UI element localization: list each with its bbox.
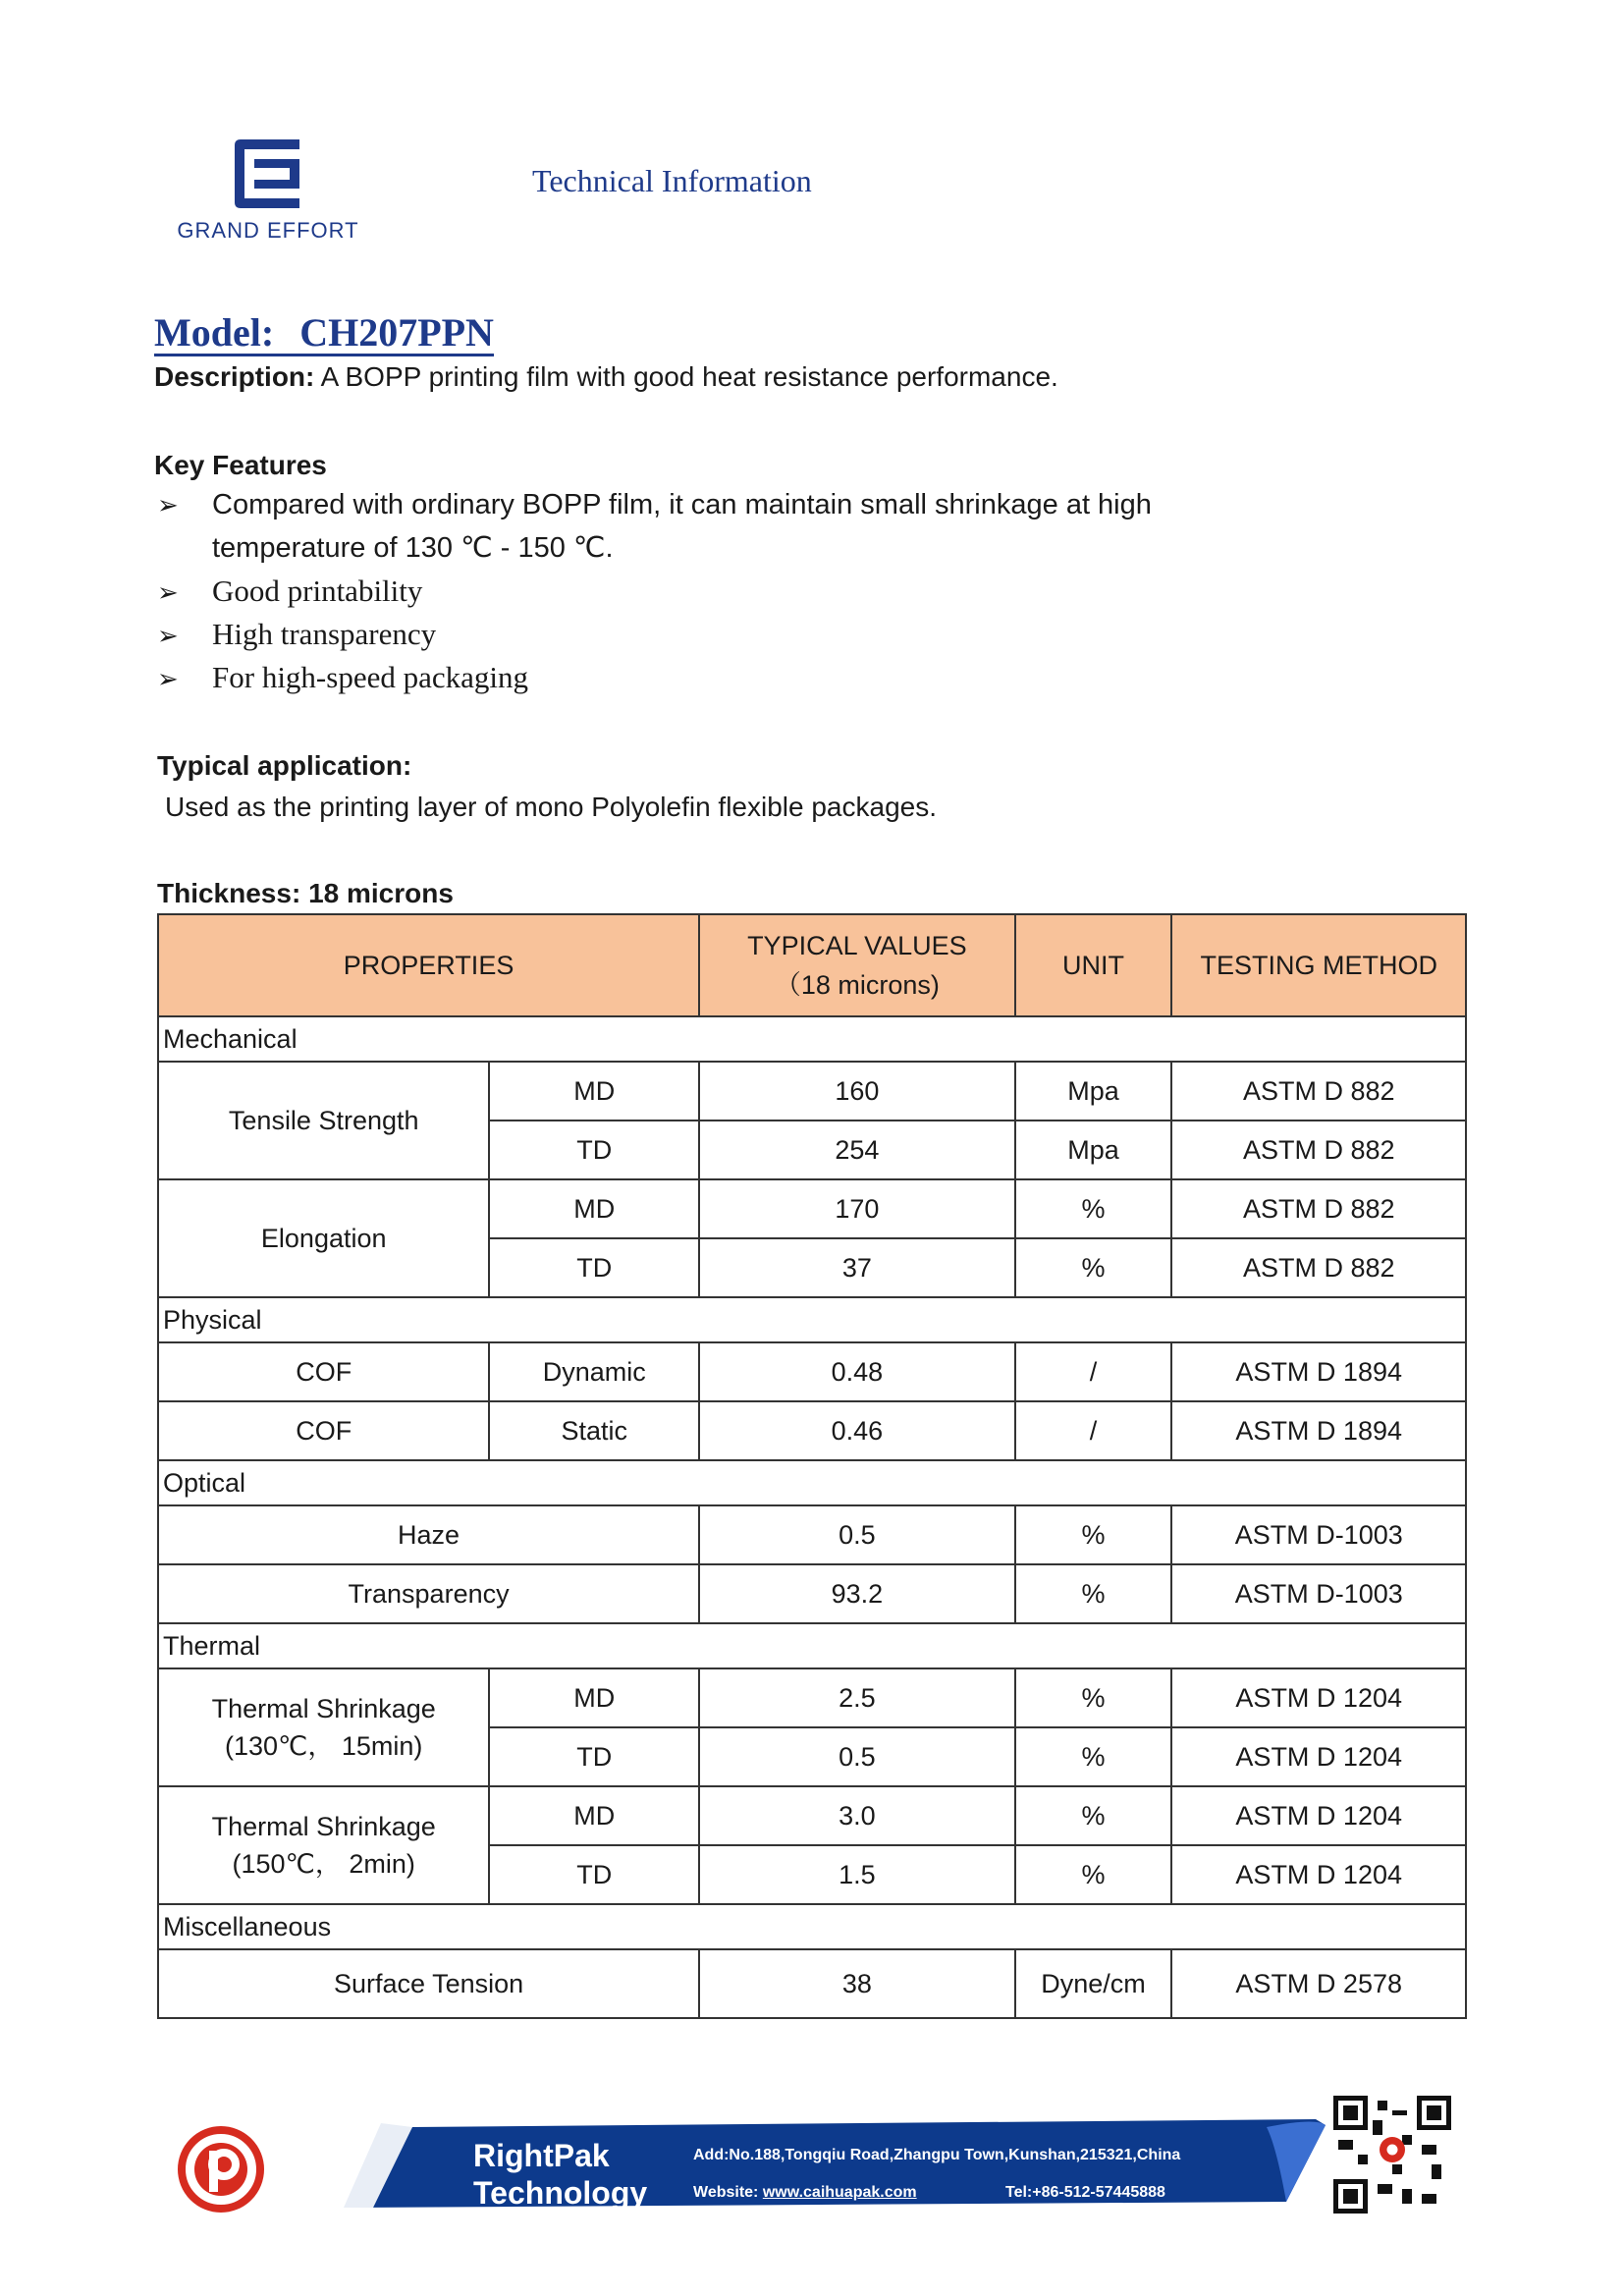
property-name-line1: Thermal Shrinkage xyxy=(211,1694,436,1723)
model-code: CH207PPN xyxy=(299,310,494,355)
property-name-line2: (150℃， 2min) xyxy=(232,1849,415,1879)
property-name: Elongation xyxy=(158,1179,489,1297)
table-row xyxy=(158,1179,1466,1238)
section-mechanical: Mechanical xyxy=(158,1016,1466,1062)
direction: MD xyxy=(489,1179,699,1238)
property-name: Tensile Strength xyxy=(158,1062,489,1179)
footer-website xyxy=(693,2184,917,2202)
unit: % xyxy=(1015,1786,1172,1845)
section-physical: Physical xyxy=(158,1297,1466,1342)
table-row xyxy=(158,1949,1466,2018)
value: 38 xyxy=(699,1949,1014,2018)
direction: MD xyxy=(489,1668,699,1727)
section-thermal: Thermal xyxy=(158,1623,1466,1668)
arrow-bullet-icon: ➢ xyxy=(157,665,179,693)
unit: % xyxy=(1015,1845,1172,1904)
typical-application-title: Typical application: xyxy=(157,750,412,781)
testing-method: ASTM D-1003 xyxy=(1171,1505,1466,1564)
value: 0.5 xyxy=(699,1505,1014,1564)
value: 37 xyxy=(699,1238,1014,1297)
direction: TD xyxy=(489,1238,699,1297)
value: 0.46 xyxy=(699,1401,1014,1460)
unit: % xyxy=(1015,1505,1172,1564)
testing-method: ASTM D 882 xyxy=(1171,1179,1466,1238)
website-link[interactable]: www.caihuapak.com xyxy=(762,2184,917,2201)
unit: % xyxy=(1015,1179,1172,1238)
table-row xyxy=(158,1786,1466,1845)
brand-line1: RightPak xyxy=(473,2138,610,2173)
testing-method: ASTM D 1204 xyxy=(1171,1668,1466,1727)
value: 160 xyxy=(699,1062,1014,1121)
property-name: Transparency xyxy=(158,1564,699,1623)
direction: TD xyxy=(489,1121,699,1179)
value: 0.48 xyxy=(699,1342,1014,1401)
company-name: GRAND EFFORT xyxy=(177,218,359,243)
footer-address: Add:No.188,Tongqiu Road,Zhangpu Town,Kunshan,215321,China xyxy=(693,2147,1181,2163)
section-row xyxy=(158,1016,1466,1062)
company-logo xyxy=(165,136,371,244)
qr-code-icon xyxy=(1333,2096,1451,2214)
thickness xyxy=(157,878,454,909)
table-row xyxy=(158,1668,1466,1727)
property-name-line1: Thermal Shrinkage xyxy=(211,1812,436,1841)
table-header-row xyxy=(158,914,1466,1016)
header-testing-method: TESTING METHOD xyxy=(1171,914,1466,1016)
property-name-line2: (130℃， 15min) xyxy=(225,1731,423,1761)
property-name: Surface Tension xyxy=(158,1949,699,2018)
value: 3.0 xyxy=(699,1786,1014,1845)
website-label: Website: xyxy=(693,2184,763,2201)
cof-type: Static xyxy=(489,1401,699,1460)
section-optical: Optical xyxy=(158,1460,1466,1505)
feature-item xyxy=(157,617,436,652)
footer-brand xyxy=(473,2137,647,2212)
thickness-label: Thickness: xyxy=(157,878,301,908)
unit: / xyxy=(1015,1401,1172,1460)
property-name: Haze xyxy=(158,1505,699,1564)
footer-tel: Tel:+86-512-57445888 xyxy=(1005,2184,1165,2201)
feature-text: High transparency xyxy=(212,617,437,651)
table-row xyxy=(158,1062,1466,1121)
value: 170 xyxy=(699,1179,1014,1238)
direction: MD xyxy=(489,1786,699,1845)
header-typical-values xyxy=(699,914,1014,1016)
feature-text: Compared with ordinary BOPP film, it can maintain small shrinkage at high xyxy=(212,489,1152,520)
feature-continuation: temperature of 130 ℃ - 150 ℃. xyxy=(212,532,614,564)
properties-table xyxy=(157,913,1467,2019)
section-miscellaneous: Miscellaneous xyxy=(158,1904,1466,1949)
testing-method: ASTM D 1894 xyxy=(1171,1342,1466,1401)
property-name xyxy=(158,1786,489,1904)
unit: Dyne/cm xyxy=(1015,1949,1172,2018)
document-type: Technical Information xyxy=(532,163,812,198)
unit: / xyxy=(1015,1342,1172,1401)
header-unit: UNIT xyxy=(1015,914,1172,1016)
value: 2.5 xyxy=(699,1668,1014,1727)
value: 93.2 xyxy=(699,1564,1014,1623)
direction: MD xyxy=(489,1062,699,1121)
testing-method: ASTM D 2578 xyxy=(1171,1949,1466,2018)
testing-method: ASTM D 882 xyxy=(1171,1238,1466,1297)
feature-item xyxy=(157,574,422,609)
testing-method: ASTM D 882 xyxy=(1171,1121,1466,1179)
description xyxy=(154,361,1058,393)
arrow-bullet-icon: ➢ xyxy=(157,578,179,607)
section-row xyxy=(158,1297,1466,1342)
property-name: COF xyxy=(158,1401,489,1460)
value: 0.5 xyxy=(699,1727,1014,1786)
thickness-value: 18 microns xyxy=(308,878,454,908)
testing-method: ASTM D 1204 xyxy=(1171,1727,1466,1786)
feature-text: For high-speed packaging xyxy=(212,660,528,694)
testing-method: ASTM D 1204 xyxy=(1171,1845,1466,1904)
cof-type: Dynamic xyxy=(489,1342,699,1401)
grand-effort-logo-icon xyxy=(229,136,307,212)
unit: % xyxy=(1015,1238,1172,1297)
brand-line2: Technology xyxy=(473,2175,648,2211)
feature-item xyxy=(157,660,528,695)
unit: Mpa xyxy=(1015,1062,1172,1121)
header-properties: PROPERTIES xyxy=(158,914,699,1016)
unit: Mpa xyxy=(1015,1121,1172,1179)
value: 254 xyxy=(699,1121,1014,1179)
table-row xyxy=(158,1342,1466,1401)
testing-method: ASTM D-1003 xyxy=(1171,1564,1466,1623)
footer xyxy=(177,2082,1473,2219)
table-row xyxy=(158,1564,1466,1623)
typical-application-text: Used as the printing layer of mono Polyolefin flexible packages. xyxy=(165,792,937,822)
section-row xyxy=(158,1623,1466,1668)
header-typical-values-sub: （18 microns) xyxy=(774,970,940,1000)
description-label: Description: xyxy=(154,361,315,392)
unit: % xyxy=(1015,1564,1172,1623)
direction: TD xyxy=(489,1727,699,1786)
testing-method: ASTM D 1204 xyxy=(1171,1786,1466,1845)
unit: % xyxy=(1015,1727,1172,1786)
testing-method: ASTM D 1894 xyxy=(1171,1401,1466,1460)
table-row xyxy=(158,1401,1466,1460)
arrow-bullet-icon: ➢ xyxy=(157,622,179,650)
description-text: A BOPP printing film with good heat resistance performance. xyxy=(314,361,1058,392)
feature-item xyxy=(157,489,1152,521)
key-features-title: Key Features xyxy=(154,450,327,480)
property-name xyxy=(158,1668,489,1786)
unit: % xyxy=(1015,1668,1172,1727)
model-title xyxy=(154,312,494,356)
testing-method: ASTM D 882 xyxy=(1171,1062,1466,1121)
property-name: COF xyxy=(158,1342,489,1401)
value: 1.5 xyxy=(699,1845,1014,1904)
table-row xyxy=(158,1505,1466,1564)
section-row xyxy=(158,1460,1466,1505)
model-label: Model: xyxy=(154,310,275,355)
header-typical-values-label: TYPICAL VALUES xyxy=(747,931,967,960)
direction: TD xyxy=(489,1845,699,1904)
rightpak-logo-icon xyxy=(177,2125,265,2214)
feature-text: Good printability xyxy=(212,574,423,608)
arrow-bullet-icon: ➢ xyxy=(157,490,179,519)
section-row xyxy=(158,1904,1466,1949)
